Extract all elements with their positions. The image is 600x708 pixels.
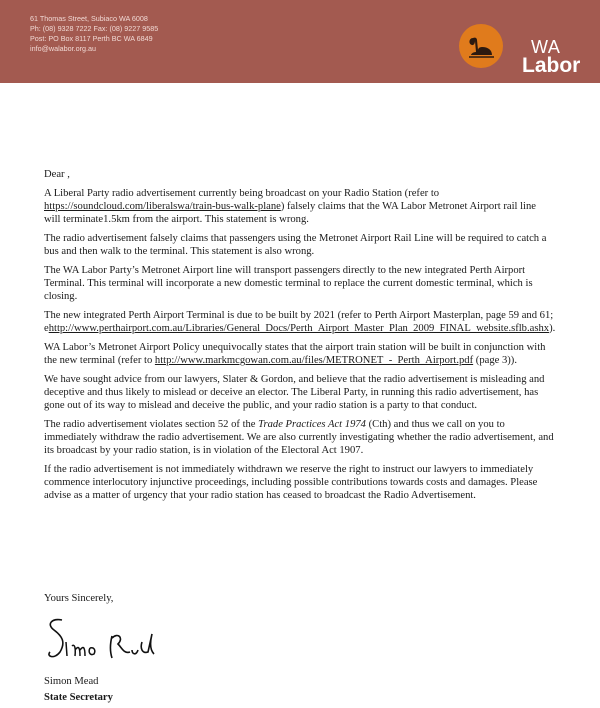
letterhead-contact [30, 14, 158, 54]
paragraph-1 [44, 187, 554, 226]
salutation: Dear , [44, 169, 70, 180]
closing: Yours Sincerely, [44, 593, 114, 604]
p1-text-b: ) falsely claims that the WA Labor Metronet Airport rail line will terminate1.5km from the airport. This statement is wrong. [44, 201, 537, 225]
paragraph-8: If the radio advertisement is not immediately withdrawn we reserve the right to instruct our lawyers to immediately commence interlocutory injunctive proceedings, including possible contributions towards costs and damages. Please advise as a matter of urgency that your radio station has ceased to broadcast the Radio Advertisement. [44, 464, 538, 501]
paragraph-5 [44, 341, 554, 367]
perth-airport-link[interactable]: http://www.perthairport.com.au/Libraries/General_Docs/Perth_Airport_Master_Plan_2009_FINAL_website.sflb.ashx [48, 323, 550, 334]
metronet-policy-link[interactable]: http://www.markmcgowan.com.au/files/METRONET_-_Perth_Airport.pdf [154, 355, 474, 366]
p7-text-a: The radio advertisement violates section 52 of the [44, 419, 259, 430]
p4-text-b: ). [549, 323, 556, 334]
letter-body [44, 168, 554, 508]
phone-line: Ph: (08) 9328 7222 Fax: (08) 9227 9585 [30, 24, 159, 33]
letterhead-band [0, 0, 600, 83]
brand-wa: WA [531, 37, 561, 57]
p7-text-b: (Cth) and thus we call on you to immediately withdraw the radio advertisement. We are also currently investigating whether the radio advertisement, and its broadcast by your radio station, is in violation of the Electoral Act 1907. [44, 419, 554, 456]
p1-text-a: A Liberal Party radio advertisement currently being broadcast on your Radio Station (refer to [44, 188, 440, 199]
paragraph-2: The radio advertisement falsely claims that passengers using the Metronet Airport Rail Line will be required to catch a bus and then walk to the terminal. This statement is also wrong. [44, 233, 547, 257]
p5-text-b: (page 3)). [473, 355, 517, 366]
signer-title: State Secretary [44, 692, 113, 703]
brand-labor: Labor [522, 54, 581, 77]
paragraph-4 [44, 309, 554, 335]
paragraph-6: We have sought advice from our lawyers, Slater & Gordon, and believe that the radio advertisement is misleading and deceptive and thus likely to mislead or deceive an elector. The Liberal Party, in running this radio advertisement, has gone out of its way to mislead and deceive the public, and your radio station is a party to that conduct. [44, 374, 545, 411]
soundcloud-link[interactable]: https://soundcloud.com/liberalswa/train-bus-walk-plane [44, 201, 281, 212]
swan-logo-icon [459, 24, 503, 68]
p5-text-a: WA Labor’s Metronet Airport Policy unequivocally states that the airport train station will be built in conjunction with the new terminal (refer to [44, 342, 546, 366]
trade-practices-act: Trade Practices Act 1974 [258, 419, 366, 430]
signer-name: Simon Mead [44, 676, 99, 687]
address-line: 61 Thomas Street, Subiaco WA 6008 [30, 14, 148, 23]
signature-image [40, 612, 180, 668]
p4-text-a: The new integrated Perth Airport Terminal is due to be built by 2021 (refer to Perth Airport Masterplan, page 59 and 61; e [44, 310, 554, 334]
paragraph-7 [44, 418, 554, 457]
paragraph-3: The WA Labor Party’s Metronet Airport line will transport passengers directly to the new integrated Perth Airport Terminal. This terminal will incorporate a new domestic terminal to replace the current domestic terminal, which is closing. [44, 265, 533, 302]
email-line: info@walabor.org.au [30, 44, 97, 53]
post-line: Post: PO Box 8117 Perth BC WA 6849 [30, 34, 153, 43]
